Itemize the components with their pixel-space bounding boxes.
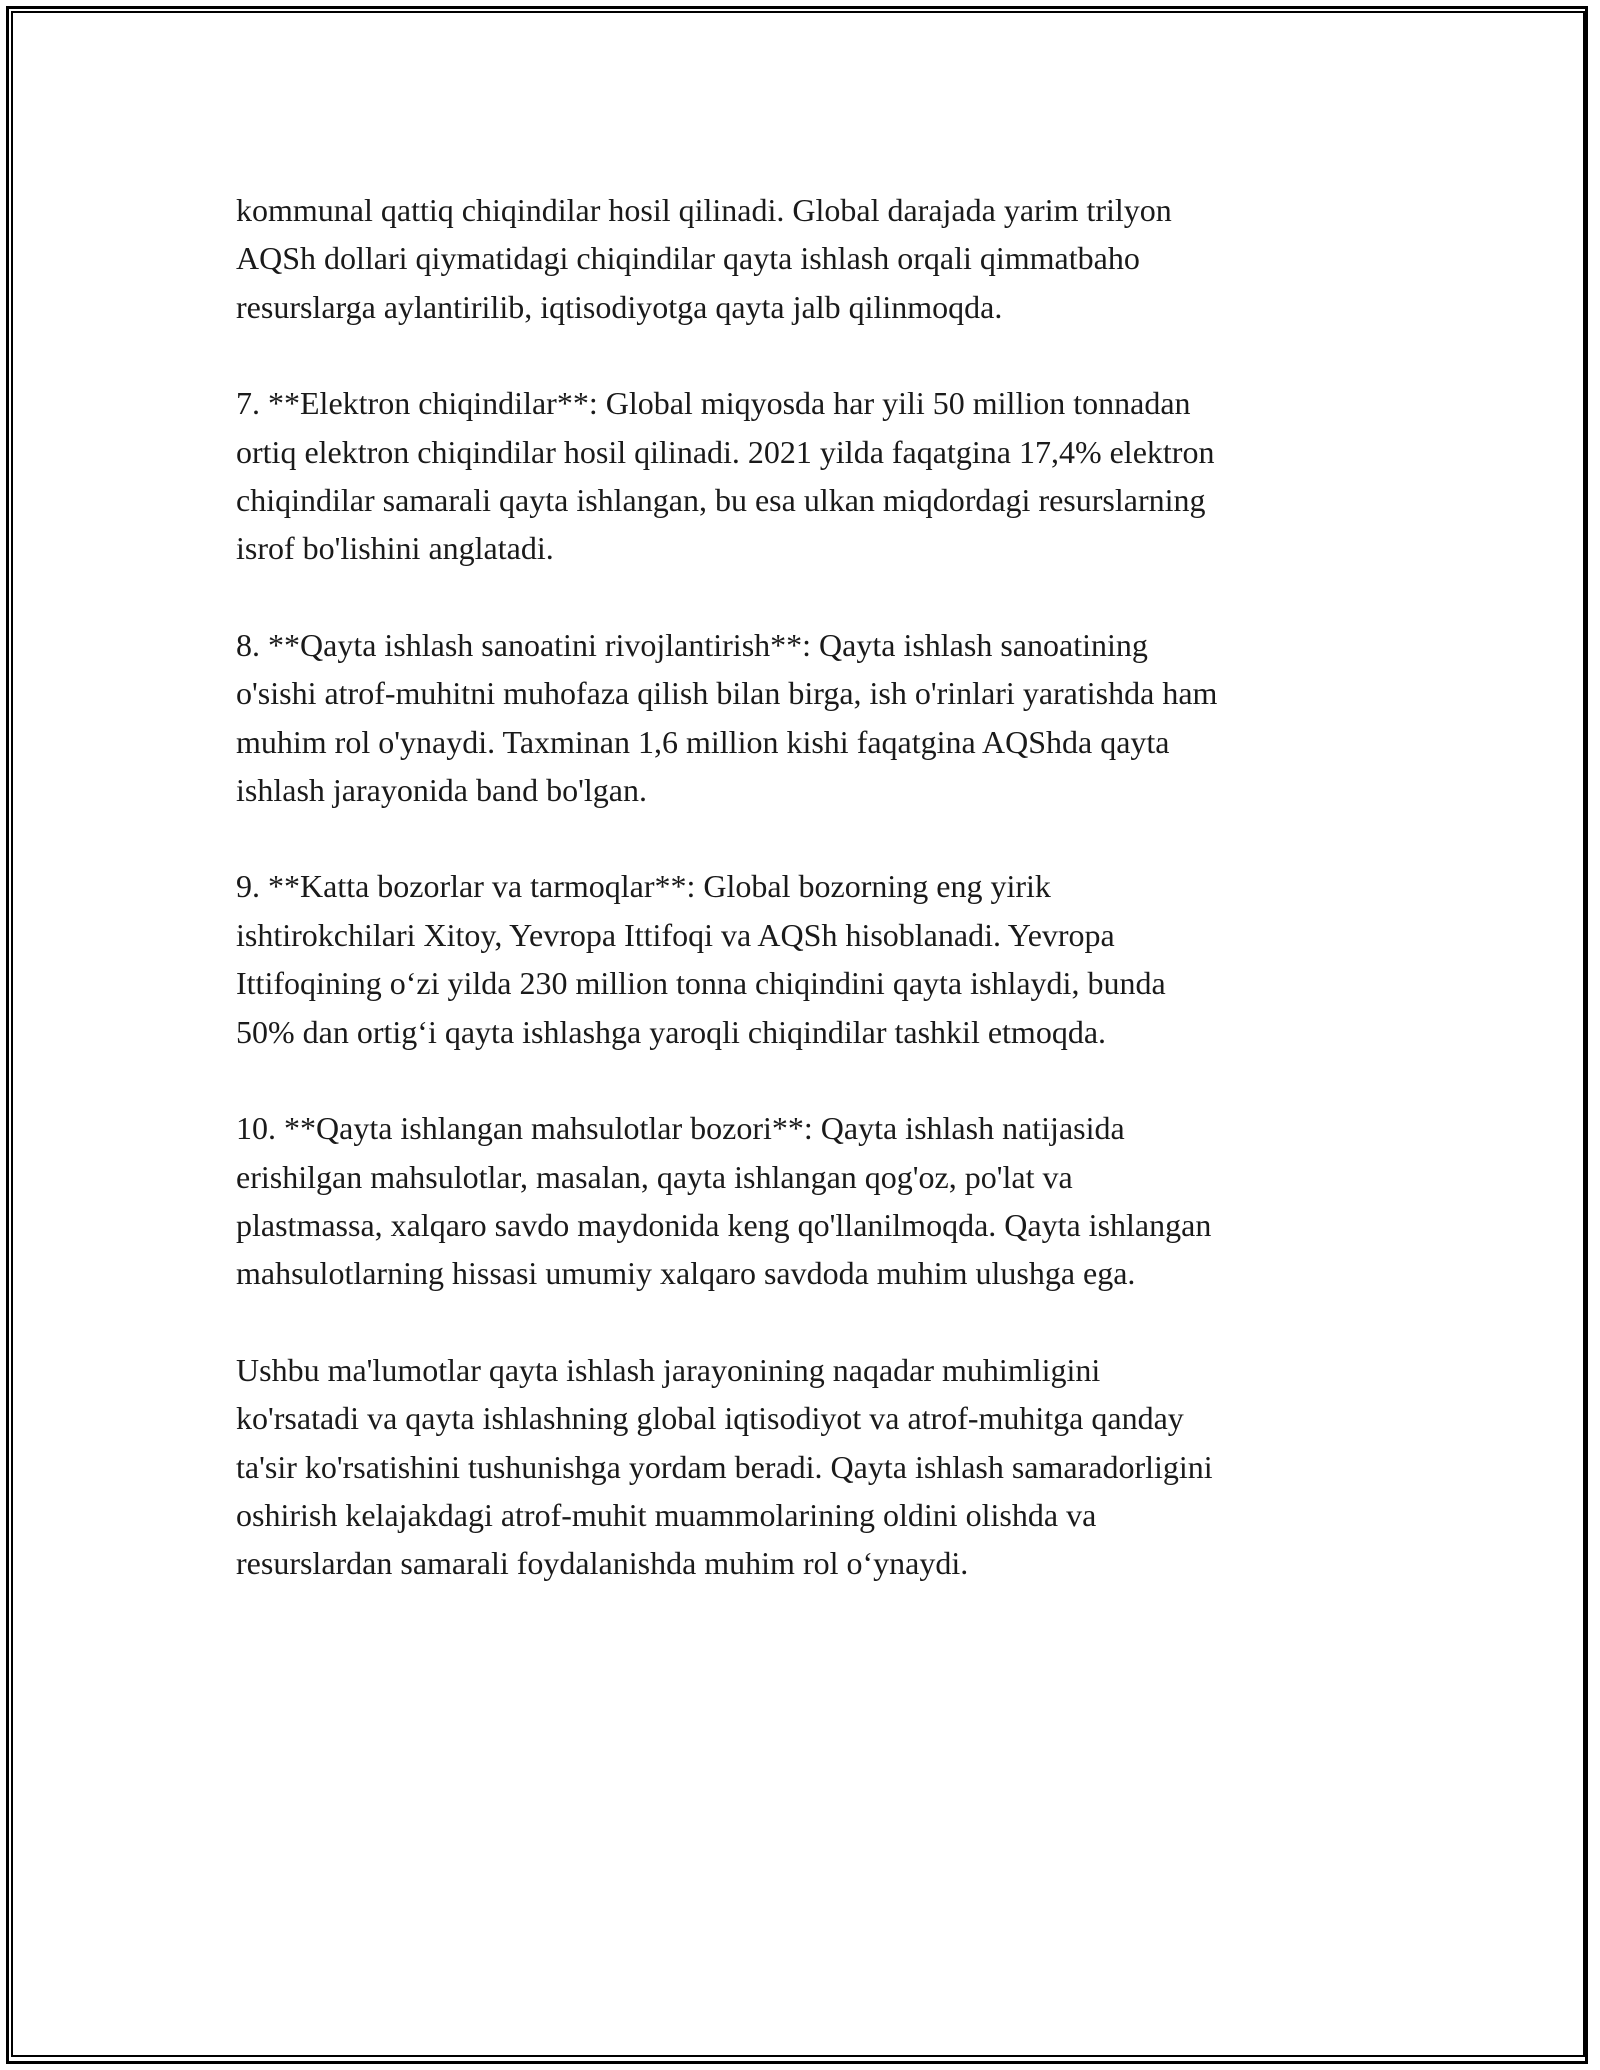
- paragraph-recycled-products-market: 10. **Qayta ishlangan mahsulotlar bozori**: Qayta ishlash natijasida erishilgan mahsulotlar, masalan, qayta ishlangan qog'oz, po'lat va plastmassa, xalqaro savdo maydonida keng qo'llanilmoqda. Qayta ishlangan mahsulotlarning hissasi umumiy xalqaro savdoda muhim ulushga ega.: [236, 1110, 1212, 1292]
- document-body: [236, 186, 1366, 1636]
- paragraph-major-markets: 9. **Katta bozorlar va tarmoqlar**: Global bozorning eng yirik ishtirokchilari Xitoy, Yevropa Ittifoqi va AQSh hisoblanadi. Yevropa Ittifoqining o‘zi yilda 230 million tonna chiqindini qayta ishlaydi, bunda 50% dan ortig‘i qayta ishlashga yaroqli chiqindilar tashkil etmoqda.: [236, 868, 1166, 1050]
- paragraph-conclusion: Ushbu ma'lumotlar qayta ishlash jarayonining naqadar muhimligini ko'rsatadi va qayta ishlashning global iqtisodiyot va atrof-muhitga qanday ta'sir ko'rsatishini tushunishga yordam beradi. Qayta ishlash samaradorligini oshirish kelajakdagi atrof-muhit muammolarining oldini olishda va resurslardan samarali foydalanishda muhim rol o‘ynaydi.: [236, 1351, 1213, 1582]
- paragraph-electronic-waste: 7. **Elektron chiqindilar**: Global miqyosda har yili 50 million tonnadan ortiq elektron chiqindilar hosil qilinadi. 2021 yilda faqatgina 17,4% elektron chiqindilar samarali qayta ishlangan, bu esa ulkan miqdordagi resurslarning isrof bo'lishini anglatadi.: [236, 385, 1215, 567]
- paragraph-recycling-industry: 8. **Qayta ishlash sanoatini rivojlantirish**: Qayta ishlash sanoatining o'sishi atrof-muhitni muhofaza qilish bilan birga, ish o'rinlari yaratishda ham muhim rol o'ynaydi. Taxminan 1,6 million kishi faqatgina AQShda qayta ishlash jarayonida band bo'lgan.: [236, 626, 1218, 809]
- paragraph-municipal-waste: kommunal qattiq chiqindilar hosil qilinadi. Global darajada yarim trilyon AQSh dollari qiymatidagi chiqindilar qayta ishlash orqali qimmatbaho resurslarga aylantirilib, iqtisodiyotga qayta jalb qilinmoqda.: [236, 192, 1172, 325]
